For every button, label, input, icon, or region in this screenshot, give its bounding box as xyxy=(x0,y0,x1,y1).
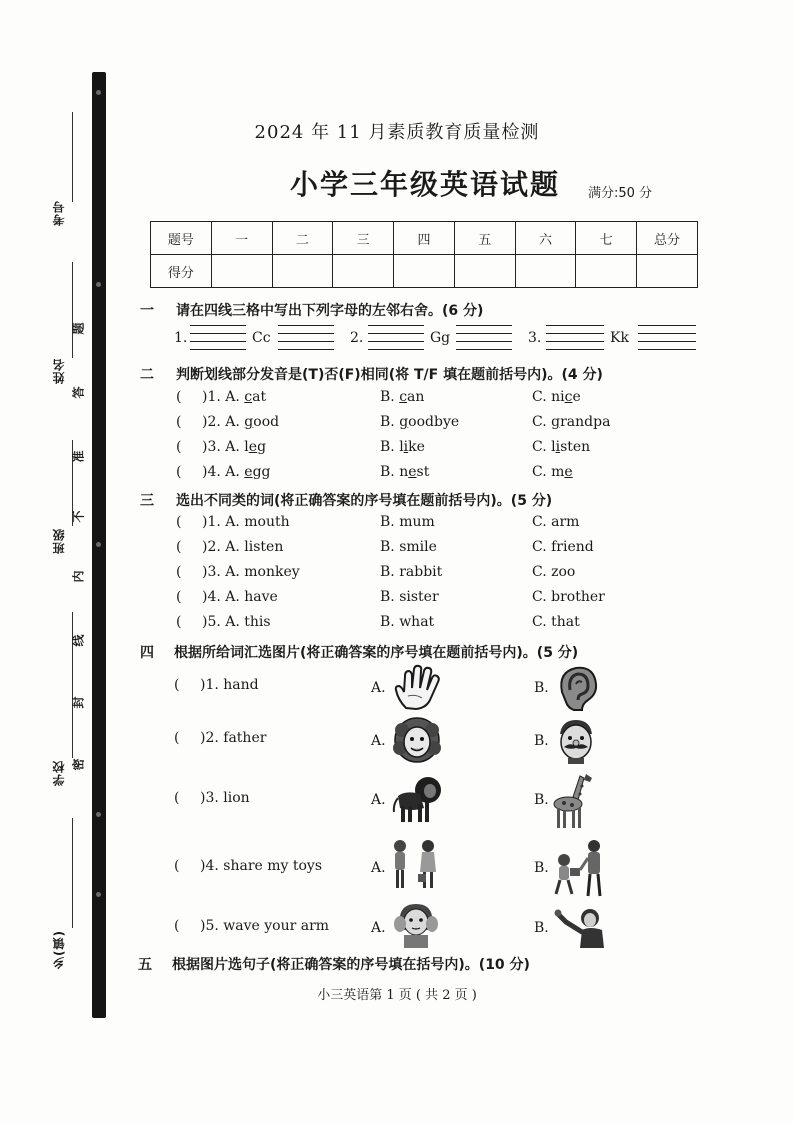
section-5-instruction: 根据图片选句子(将正确答案的序号填在括号内)。(10 分) xyxy=(172,957,530,973)
score-header-cell: 六 xyxy=(515,222,576,255)
seal-char: 准 xyxy=(71,450,86,463)
section-4-instruction: 根据所给词汇选图片(将正确答案的序号填在题前括号内)。(5 分) xyxy=(174,645,579,661)
lion-icon[interactable] xyxy=(392,774,442,824)
score-header-cell: 四 xyxy=(394,222,455,255)
score-header-cell: 总分 xyxy=(637,222,698,255)
section-5-number: 五 xyxy=(138,957,152,973)
score-cell[interactable] xyxy=(454,255,515,288)
letter-gg: Gg xyxy=(430,330,451,346)
kids-sharing-icon[interactable] xyxy=(550,838,610,900)
binding-hole xyxy=(96,892,101,897)
section-4-number: 四 xyxy=(140,645,154,661)
ear-icon[interactable] xyxy=(552,664,600,712)
score-header-cell: 题号 xyxy=(151,222,212,255)
label-banji: 班级 xyxy=(52,528,66,554)
page-footer: 小三英语第 1 页 ( 共 2 页 ) xyxy=(317,988,477,1003)
binding-hole xyxy=(96,90,101,95)
s4-q2-word: )2. father xyxy=(200,730,267,746)
seal-char: 线 xyxy=(71,634,86,647)
label-xuexiao: 学校 xyxy=(52,760,66,786)
two-kids-apart-icon[interactable] xyxy=(388,838,440,892)
score-row-label: 得分 xyxy=(151,255,212,288)
section-1-number: 一 xyxy=(140,303,154,319)
score-header-cell: 七 xyxy=(576,222,637,255)
score-cell[interactable] xyxy=(333,255,394,288)
score-header-cell: 二 xyxy=(272,222,333,255)
score-cell[interactable] xyxy=(211,255,272,288)
section-3-instruction: 选出不同类的词(将正确答案的序号填在题前括号内)。(5 分) xyxy=(176,493,553,509)
score-cell[interactable] xyxy=(515,255,576,288)
xiangzhen-line xyxy=(72,818,73,928)
man-face-icon[interactable] xyxy=(552,716,600,764)
section-2-number: 二 xyxy=(140,367,154,383)
seal-char: 封 xyxy=(71,696,86,709)
section-2-instruction: 判断划线部分发音是(T)否(F)相同(将 T/F 填在题前括号内)。(4 分) xyxy=(176,367,603,383)
giraffe-icon[interactable] xyxy=(550,770,596,830)
letter-kk: Kk xyxy=(610,330,629,346)
score-cell[interactable] xyxy=(637,255,698,288)
hand-icon[interactable] xyxy=(392,664,444,710)
score-table xyxy=(150,221,698,288)
girl-covering-ears-icon[interactable] xyxy=(390,902,442,948)
section-1-instruction: 请在四线三格中写出下列字母的左邻右舍。(6 分) xyxy=(176,303,484,319)
person-waving-icon[interactable] xyxy=(552,902,612,948)
seal-char: 密 xyxy=(71,758,86,771)
score-header-cell: 三 xyxy=(333,222,394,255)
score-header-cell: 一 xyxy=(211,222,272,255)
label-kaohao: 考号 xyxy=(52,200,66,226)
label-xingming: 姓名 xyxy=(52,358,66,384)
seal-char: 答 xyxy=(71,386,86,399)
binding-hole xyxy=(96,542,101,547)
seal-char: 不 xyxy=(71,510,86,523)
letter-cc: Cc xyxy=(252,330,271,346)
score-cell[interactable] xyxy=(272,255,333,288)
score-cell[interactable] xyxy=(394,255,455,288)
score-cell[interactable] xyxy=(576,255,637,288)
s4-q1-word: )1. hand xyxy=(200,677,259,693)
exam-title: 小学三年级英语试题 xyxy=(290,168,561,201)
binding-hole xyxy=(96,812,101,817)
binding-bar xyxy=(92,72,106,1018)
score-header-cell: 五 xyxy=(454,222,515,255)
label-xiangzhen: 乡(镇) xyxy=(52,930,66,969)
s4-q4-word: )4. share my toys xyxy=(200,858,323,874)
binding-hole xyxy=(96,282,101,287)
woman-face-icon[interactable] xyxy=(392,716,442,764)
xingming-line xyxy=(72,262,73,358)
seal-char: 内 xyxy=(71,570,86,583)
s4-q5-word: )5. wave your arm xyxy=(200,918,330,934)
section-3-number: 三 xyxy=(140,493,154,509)
s4-q3-word: )3. lion xyxy=(200,790,250,806)
exam-subtitle: 2024 年 11 月素质教育质量检测 xyxy=(254,122,540,143)
full-score: 满分:50 分 xyxy=(588,186,653,201)
score-table-score-row xyxy=(151,255,698,288)
seal-char: 题 xyxy=(71,322,86,335)
score-table-header-row xyxy=(151,222,698,255)
